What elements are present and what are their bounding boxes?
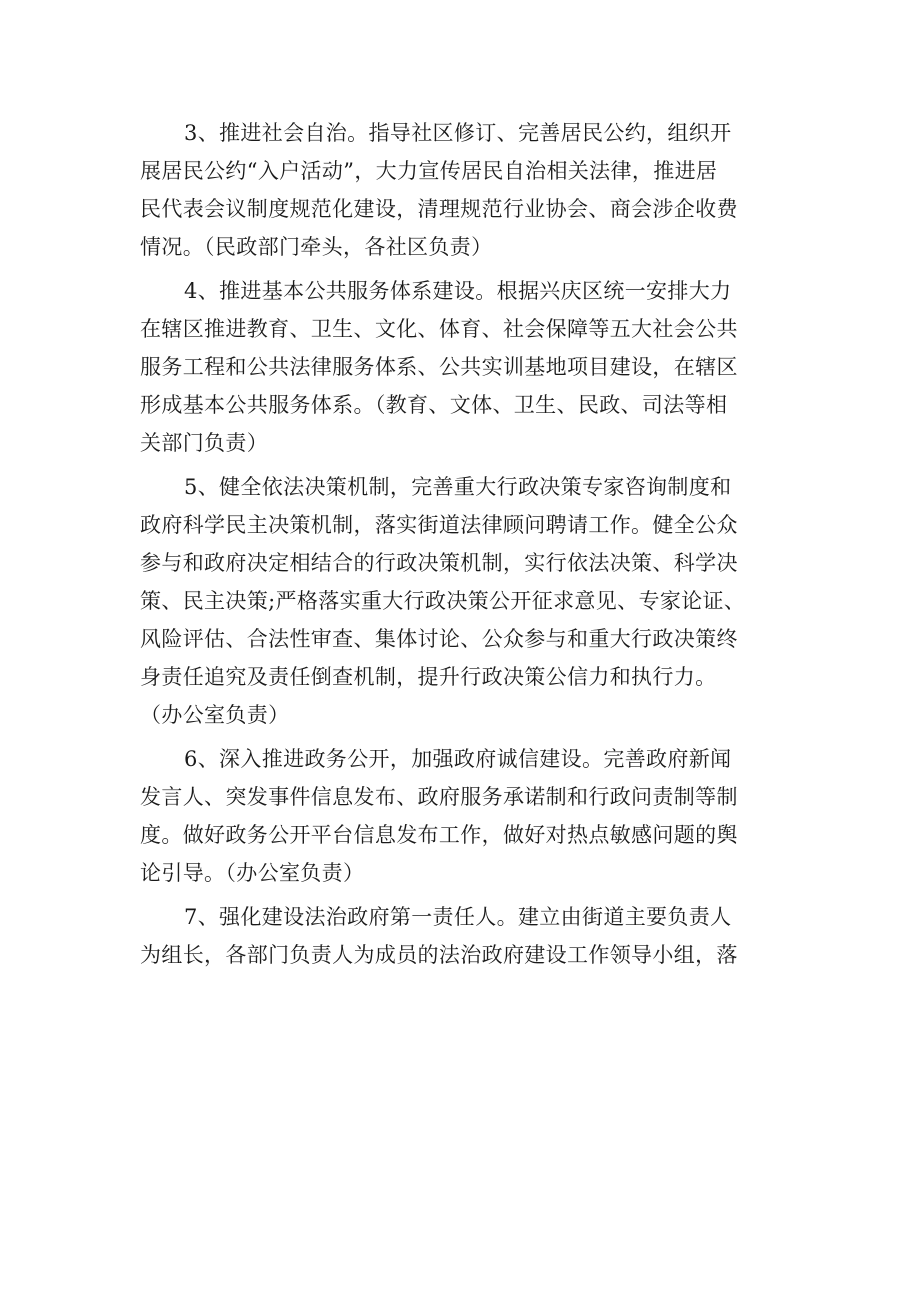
paragraph-line: 政府科学民主决策机制，落实街道法律顾问聘请工作。健全公众 xyxy=(140,513,738,537)
paragraph-6 xyxy=(140,740,780,892)
paragraph-line: 风险评估、合法性审查、集体讨论、公众参与和重大行政决策终 xyxy=(140,627,738,651)
paragraph-line: 4、推进基本公共服务体系建设。根据兴庆区统一安排大力 xyxy=(184,279,732,303)
paragraph-line: 在辖区推进教育、卫生、文化、体育、社会保障等五大社会公共 xyxy=(140,317,738,341)
paragraph-line: 参与和政府决定相结合的行政决策机制，实行依法决策、科学决 xyxy=(140,551,738,575)
paragraph-line: 形成基本公共服务体系。（教育、文体、卫生、民政、司法等相 xyxy=(140,393,728,417)
document-body xyxy=(140,114,780,980)
paragraph-line: 度。做好政务公开平台信息发布工作，做好对热点敏感问题的舆 xyxy=(140,823,738,847)
paragraph-line: 身责任追究及责任倒查机制，提升行政决策公信力和执行力。 xyxy=(140,665,717,689)
paragraph-line: 5、健全依法决策机制，完善重大行政决策专家咨询制度和 xyxy=(184,475,732,499)
paragraph-line: 7、强化建设法治政府第一责任人。建立由街道主要负责人 xyxy=(184,905,732,929)
paragraph-line: 论引导。（办公室负责） xyxy=(140,861,365,885)
paragraph-line: 6、深入推进政务公开，加强政府诚信建设。完善政府新闻 xyxy=(184,747,732,771)
paragraph-line: 为组长，各部门负责人为成员的法治政府建设工作领导小组，落 xyxy=(140,943,738,967)
paragraph-line: 关部门负责） xyxy=(140,431,269,455)
paragraph-line: 服务工程和公共法律服务体系、公共实训基地项目建设，在辖区 xyxy=(140,355,738,379)
paragraph-3 xyxy=(140,114,780,266)
paragraph-line: 情况。（民政部门牵头，各社区负责） xyxy=(140,235,493,259)
paragraph-line: 民代表会议制度规范化建设，清理规范行业协会、商会涉企收费 xyxy=(140,197,738,221)
paragraph-line: （办公室负责） xyxy=(140,703,290,727)
paragraph-line: 展居民公约“入户活动”，大力宣传居民自治相关法律，推进居 xyxy=(140,159,718,183)
paragraph-line: 策、民主决策;严格落实重大行政决策公开征求意见、专家论证、 xyxy=(140,589,746,613)
paragraph-4 xyxy=(140,272,780,462)
paragraph-5 xyxy=(140,468,780,734)
paragraph-line: 发言人、突发事件信息发布、政府服务承诺制和行政问责制等制 xyxy=(140,785,738,809)
paragraph-line: 3、推进社会自治。指导社区修订、完善居民公约，组织开 xyxy=(184,121,732,145)
paragraph-7 xyxy=(140,898,780,974)
